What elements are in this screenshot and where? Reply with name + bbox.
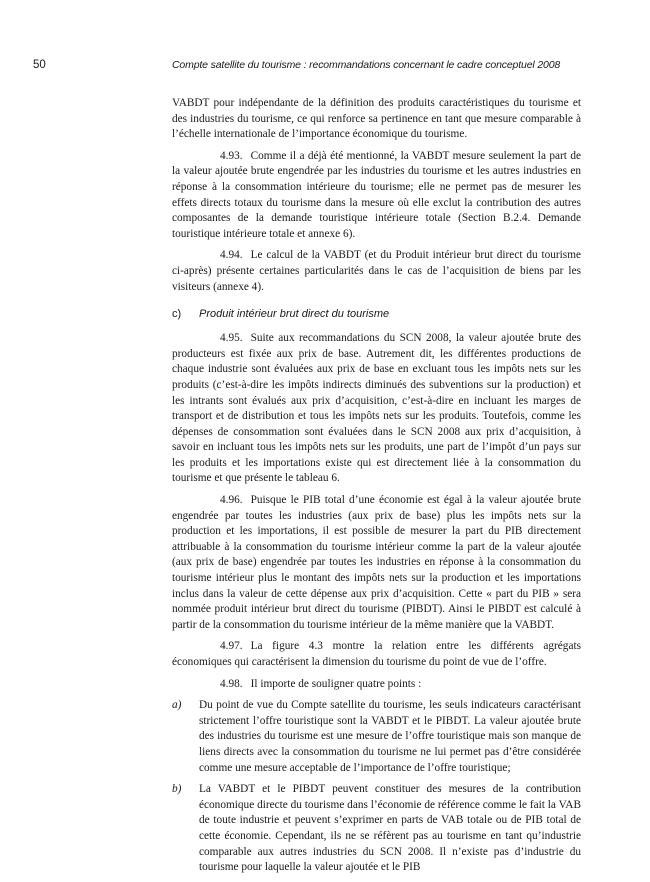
paragraph-4-94 — [172, 248, 581, 295]
section-letter: c) — [172, 308, 182, 321]
page-number: 50 — [33, 59, 46, 71]
section-heading — [172, 307, 581, 322]
paragraph-number: 4.97. — [220, 640, 243, 653]
running-title: Compte satellite du tourisme : recommandations concernant le cadre conceptuel 2008 — [172, 59, 561, 71]
paragraph-4-95 — [172, 331, 581, 487]
list-item-a — [172, 698, 581, 776]
paragraph-number: 4.93. — [220, 149, 243, 162]
paragraph-text: Le calcul de la VABDT (et du Produit intérieur brut direct du tourisme ci-après) présente certaines particularités dans le cas de l’acquisition de biens par les visiteurs (annexe 4). — [172, 249, 581, 293]
list-item-text: La VABDT et le PIBDT peuvent constituer des mesures de la contribution économique directe du tourisme dans l’économie de référence comme le fait la VAB de toute industrie et peuvent s’exprimer en parts de VAB totale ou de PIB total de cette économie. Cependant, ils ne se réfèrent pas au tourisme en tant qu’industrie comparable aux autres industries du SCN 2008. Il n’existe pas d’industrie du tourisme pour laquelle la valeur ajoutée et le PIB — [199, 783, 581, 874]
list-item-text: Du point de vue du Compte satellite du tourisme, les seuls indicateurs caractérisant strictement l’offre touristique sont la VABDT et le PIBDT. La valeur ajoutée brute des industries du tourisme est une mesure de l’offre touristique mais son manque de liens directs avec la consommation du tourisme ne lui permet pas d’être considérée comme une mesure acceptable de l’importance de l’offre touristique; — [199, 699, 581, 774]
body-text — [172, 96, 581, 882]
paragraph-text: Il importe de souligner quatre points : — [250, 677, 422, 690]
paragraph-text: Puisque le PIB total d’une économie est égal à la valeur ajoutée brute engendrée par toutes les industries (aux prix de base) plus les impôts nets sur la production et les importations, il est possible de mesurer la part du PIB directement attribuable à la consommation du tourisme intérieur comme la part de la valeur ajoutée (aux prix de base) engendrée par toutes les industries en réponse à la consommation du tourisme intérieur plus le montant des impôts nets sur la production et les importations inclus dans la valeur de cette dépense aux prix d’acquisition. Cette « part du PIB » sera nommée produit intérieur brut direct du tourisme (PIBDT). Ainsi le PIBDT est calculé à partir de la consommation du tourisme intérieur de la même manière que la VABDT. — [172, 494, 581, 631]
paragraph-text: La figure 4.3 montre la relation entre les différents agrégats économiques qui caractérisent la dimension du tourisme du point de vue de l’offre. — [172, 640, 581, 668]
paragraph-number: 4.96. — [220, 494, 243, 507]
paragraph-continuation: VABDT pour indépendante de la définition des produits caractéristiques du tourisme et des industries du tourisme, ce qui renforce sa pertinence en tant que mesure comparable à l’échelle internationale de l’importance économique du tourisme. — [172, 97, 581, 141]
paragraph-text: Suite aux recommandations du SCN 2008, la valeur ajoutée brute des producteurs est fixée aux prix de base. Autrement dit, les différentes productions de chaque industrie sont évaluées aux prix de base en excluant tous les impôts nets sur les produits (c’est-à-dire les impôts indirects diminués des subventions sur la production) et les intrants sont évalués aux prix d’acquisition, c’est-à-dire en incluant les marges de transport et de distribution et tous les impôts nets sur les produits. Toutefois, comme les dépenses de consommation sont évaluées dans le SCN 2008 aux prix d’acquisition, à savoir en incluant tous les impôts nets sur les produits, une part de l’impôt d’un pays sur les produits et les importations existe qui est directement liée à la consommation du tourisme et que présente le tableau 6. — [172, 332, 581, 485]
paragraph-number: 4.94. — [220, 249, 243, 262]
list-marker: a) — [172, 699, 182, 712]
paragraph-4-93 — [172, 149, 581, 243]
paragraph-4-96 — [172, 493, 581, 633]
page-header — [0, 59, 650, 75]
paragraph-number: 4.98. — [220, 677, 243, 690]
list-marker: b) — [172, 783, 182, 796]
paragraph-4-97 — [172, 639, 581, 670]
list-item-b — [172, 782, 581, 876]
paragraph-number: 4.95. — [220, 332, 243, 345]
section-title: Produit intérieur brut direct du tourisme — [199, 308, 390, 321]
paragraph-4-98 — [172, 677, 581, 693]
paragraph-text: Comme il a déjà été mentionné, la VABDT mesure seulement la part de la valeur ajoutée brute engendrée par les industries du tourisme et les autres industries en réponse à la consommation intérieure du tourisme; elle ne permet pas de mesurer les effets directs totaux du tourisme dans la mesure où elle exclut la contribution des autres composantes de la demande touristique intérieure totale (Section B.2.4. Demande touristique intérieure totale et annexe 6). — [172, 149, 581, 240]
